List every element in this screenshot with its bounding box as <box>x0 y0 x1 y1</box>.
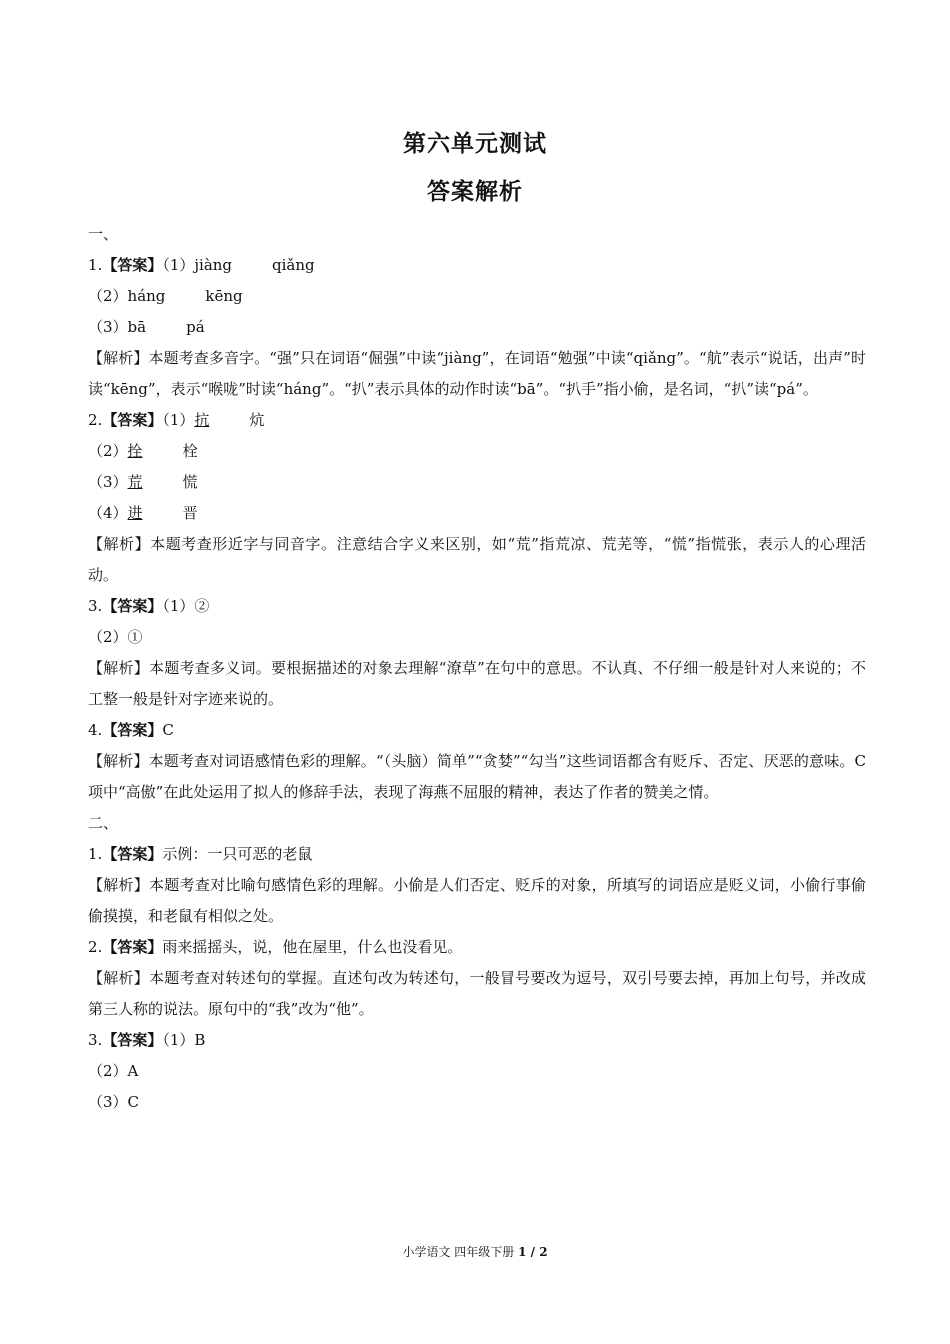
q2-analysis-text: 本题考查形近字与同音字。注意结合字义来区别，如“荒”指荒凉、荒芜等，“慌”指慌张，表示人的心理活动。 <box>88 535 866 584</box>
q3-analysis-text: 本题考查多义词。要根据描述的对象去理解“潦草”在句中的意思。不认真、不仔细一般是针对人来说的；不工整一般是针对字迹来说的。 <box>88 659 866 708</box>
q1-a1-label: （1） <box>162 256 195 274</box>
q2-r2-char-2: 栓 <box>182 442 198 460</box>
q4-analysis <box>88 746 866 808</box>
q2-r1-char-2: 炕 <box>249 411 265 429</box>
q1-answer-row-3 <box>88 312 866 343</box>
s2q1-number: 1. <box>88 845 103 863</box>
q4-analysis-text: 本题考查对词语感情色彩的理解。“（头脑）简单”“贪婪”“勾当”这些词语都含有贬斥、否定、厌恶的意味。C项中“高傲”在此处运用了拟人的修辞手法，表现了海燕不屈服的精神，表达了作者的赞美之情。 <box>88 752 866 801</box>
s2q1-answer: 示例：一只可恶的老鼠 <box>162 845 313 863</box>
answer-tag: 【答案】 <box>102 938 163 956</box>
q1-a2-pinyin-2: kēng <box>205 287 243 305</box>
q1-number: 1. <box>88 256 103 274</box>
q2-r2-char-1: 拴 <box>127 442 143 460</box>
s2q2-analysis-text: 本题考查对转述句的掌握。直述句改为转述句，一般冒号要改为逗号，双引号要去掉，再加上句号，并改成第三人称的说法。原句中的“我”改为“他”。 <box>88 969 866 1018</box>
q2-r3-label: （3） <box>88 473 128 491</box>
section-two-heading: 二、 <box>88 814 119 832</box>
q4-number: 4. <box>88 721 103 739</box>
s2q2-number: 2. <box>88 938 103 956</box>
analysis-tag: 【解析】 <box>88 969 150 987</box>
s2q3-answer-row-1 <box>88 1025 866 1056</box>
q3-r1: （1）② <box>162 597 210 615</box>
s2q3-r1: （1）B <box>162 1031 206 1049</box>
q1-analysis-text: 本题考查多音字。“强”只在词语“倔强”中读“jiàng”，在词语“勉强”中读“qiǎng”。“航”表示“说话，出声”时读“kēng”，表示“喉咙”时读“háng”。“扒”表示具体的动作时读“bā”。“扒手”指小偷，是名词，“扒”读“pá”。 <box>88 349 866 398</box>
s2q3-number: 3. <box>88 1031 103 1049</box>
analysis-tag: 【解析】 <box>88 349 149 367</box>
s2q3-answer-row-2 <box>88 1056 866 1087</box>
q2-r4-char-2: 晋 <box>182 504 198 522</box>
answer-tag: 【答案】 <box>102 597 163 615</box>
analysis-tag: 【解析】 <box>88 535 151 553</box>
q2-answer-row-3 <box>88 467 866 498</box>
q1-answer-row-2 <box>88 281 866 312</box>
q2-r3-char-1: 荒 <box>127 473 143 491</box>
analysis-tag: 【解析】 <box>88 659 149 677</box>
q2-r1-char-1: 抗 <box>194 411 210 429</box>
page-subtitle: 答案解析 <box>427 179 523 205</box>
s2q3-answer-row-3 <box>88 1087 866 1118</box>
q3-r2: （2）① <box>88 628 143 646</box>
analysis-tag: 【解析】 <box>88 752 149 770</box>
footer-text: 小学语文 四年级下册 <box>402 1245 515 1259</box>
q4-answer: C <box>162 721 174 739</box>
answer-tag: 【答案】 <box>102 1031 163 1049</box>
q1-a3-pinyin-1: bā <box>127 318 147 336</box>
s2q1-answer-row <box>88 839 866 870</box>
answer-tag: 【答案】 <box>102 256 163 274</box>
q1-a3-pinyin-2: pá <box>186 318 205 336</box>
q1-analysis <box>88 343 866 405</box>
s2q1-analysis-text: 本题考查对比喻句感情色彩的理解。小偷是人们否定、贬斥的对象，所填写的词语应是贬义词，小偷行事偷偷摸摸，和老鼠有相似之处。 <box>88 876 866 925</box>
s2q2-analysis <box>88 963 866 1025</box>
q3-answer-row-1 <box>88 591 866 622</box>
q2-analysis <box>88 529 866 591</box>
q2-r3-char-2: 慌 <box>182 473 198 491</box>
page-footer <box>0 1243 950 1260</box>
q1-a1-pinyin-2: qiǎng <box>272 256 315 274</box>
page-title: 第六单元测试 <box>403 131 547 157</box>
q2-r2-label: （2） <box>88 442 128 460</box>
q2-answer-row-1 <box>88 405 866 436</box>
q2-r4-label: （4） <box>88 504 128 522</box>
answer-tag: 【答案】 <box>102 721 163 739</box>
q1-answer-row-1 <box>88 250 866 281</box>
q1-a2-label: （2） <box>88 287 128 305</box>
s2q2-answer-row <box>88 932 866 963</box>
analysis-tag: 【解析】 <box>88 876 150 894</box>
s2q2-answer: 雨来摇摇头，说，他在屋里，什么也没看见。 <box>162 938 463 956</box>
q2-answer-row-4 <box>88 498 866 529</box>
q2-answer-row-2 <box>88 436 866 467</box>
s2q3-r2: （2）A <box>88 1062 139 1080</box>
q2-r1-label: （1） <box>162 411 195 429</box>
q2-r4-char-1: 进 <box>127 504 143 522</box>
q3-analysis <box>88 653 866 715</box>
q2-number: 2. <box>88 411 103 429</box>
answer-tag: 【答案】 <box>102 411 163 429</box>
q1-a1-pinyin-1: jiàng <box>194 256 233 274</box>
q1-a3-label: （3） <box>88 318 128 336</box>
s2q1-analysis <box>88 870 866 932</box>
answer-content <box>88 219 866 1118</box>
page-number: 1 / 2 <box>518 1245 548 1259</box>
s2q3-r3: （3）C <box>88 1093 140 1111</box>
answer-tag: 【答案】 <box>102 845 163 863</box>
q3-number: 3. <box>88 597 103 615</box>
section-one-heading: 一、 <box>88 225 119 243</box>
q3-answer-row-2 <box>88 622 866 653</box>
q1-a2-pinyin-1: háng <box>127 287 166 305</box>
q4-answer-row <box>88 715 866 746</box>
